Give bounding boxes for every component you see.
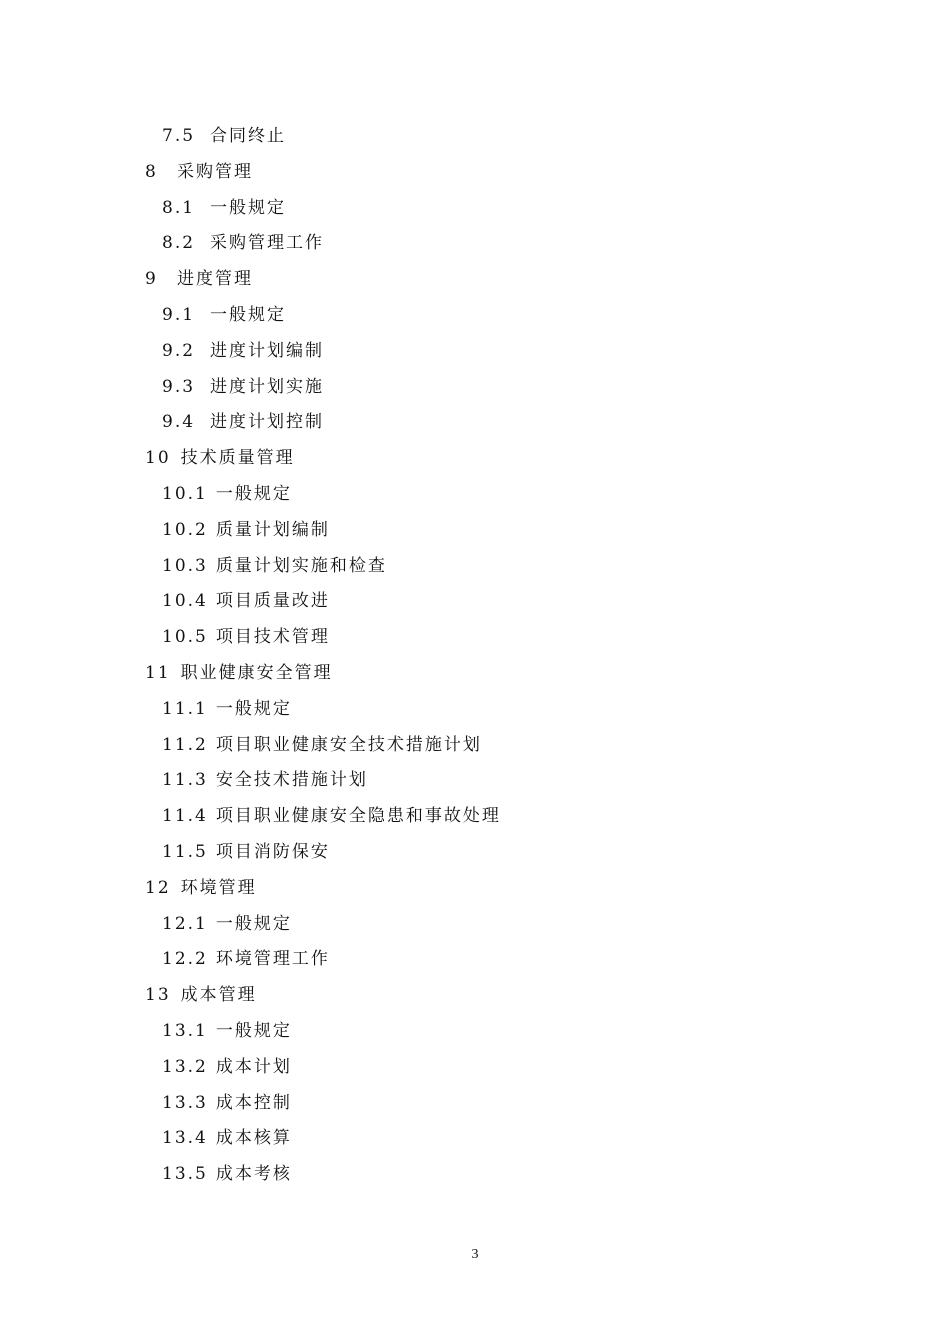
toc-number: 11.2 xyxy=(162,734,208,755)
toc-number: 8 xyxy=(145,161,158,182)
toc-title: 进度计划实施 xyxy=(210,376,324,397)
toc-section xyxy=(0,1050,950,1086)
toc-title: 合同终止 xyxy=(210,126,286,146)
toc-section xyxy=(0,942,950,978)
toc-title: 项目技术管理 xyxy=(215,627,330,648)
toc-section xyxy=(0,835,950,871)
toc-title: 成本管理 xyxy=(180,985,257,1006)
toc-section xyxy=(0,191,950,227)
toc-section xyxy=(0,584,950,620)
toc-chapter xyxy=(0,262,950,298)
toc-number: 10.1 xyxy=(162,483,208,504)
toc-number: 10.5 xyxy=(162,627,208,648)
toc-title: 项目职业健康安全隐患和事故处理 xyxy=(215,806,501,827)
toc-number: 8.1 xyxy=(162,197,196,218)
toc-title: 项目职业健康安全技术措施计划 xyxy=(215,734,482,755)
toc-title: 环境管理 xyxy=(180,877,257,898)
toc-number: 9.4 xyxy=(162,412,196,433)
toc-number: 13.2 xyxy=(162,1056,208,1077)
toc-section xyxy=(0,477,950,513)
toc-section xyxy=(0,226,950,262)
toc-title: 一般规定 xyxy=(210,304,286,325)
toc-title: 技术质量管理 xyxy=(180,448,295,469)
toc-title: 成本核算 xyxy=(215,1128,292,1149)
toc-section xyxy=(0,620,950,656)
toc-number: 13.1 xyxy=(162,1020,208,1041)
toc-number: 7.5 xyxy=(162,126,196,146)
toc-number: 10.4 xyxy=(162,591,208,612)
toc-title: 成本计划 xyxy=(215,1056,292,1077)
toc-number: 9 xyxy=(145,269,158,290)
toc-section xyxy=(0,763,950,799)
toc-section xyxy=(0,1086,950,1122)
toc-chapter xyxy=(0,978,950,1014)
toc-section xyxy=(0,1121,950,1157)
toc-section xyxy=(0,405,950,441)
toc-section xyxy=(0,513,950,549)
toc-title: 采购管理工作 xyxy=(210,233,324,254)
toc-title: 成本控制 xyxy=(215,1092,292,1113)
toc-chapter xyxy=(0,155,950,191)
toc-title: 成本考核 xyxy=(215,1164,292,1185)
toc-number: 13.3 xyxy=(162,1092,208,1113)
toc-section xyxy=(0,692,950,728)
toc-title: 环境管理工作 xyxy=(215,949,330,970)
toc-number: 10 xyxy=(145,448,171,469)
toc-title: 项目质量改进 xyxy=(215,591,330,612)
toc-section xyxy=(0,799,950,835)
toc-section xyxy=(0,119,950,155)
toc-number: 13 xyxy=(145,985,171,1006)
toc-section xyxy=(0,1014,950,1050)
toc-section xyxy=(0,1157,950,1193)
toc-number: 10.2 xyxy=(162,519,208,540)
toc-title: 进度管理 xyxy=(177,269,253,290)
toc-title: 质量计划实施和检查 xyxy=(215,555,387,576)
toc-number: 12.2 xyxy=(162,949,208,970)
page-number: 3 xyxy=(471,1247,479,1262)
toc-section xyxy=(0,549,950,585)
toc-number: 11.3 xyxy=(162,770,208,791)
toc-chapter xyxy=(0,656,950,692)
toc-number: 10.3 xyxy=(162,555,208,576)
toc-number: 8.2 xyxy=(162,233,196,254)
toc-title: 项目消防保安 xyxy=(215,841,330,862)
toc-title: 进度计划编制 xyxy=(210,340,324,361)
toc-number: 11.1 xyxy=(162,698,208,719)
toc-title: 采购管理 xyxy=(177,161,253,182)
toc-number: 9.2 xyxy=(162,340,196,361)
toc-section xyxy=(0,728,950,764)
toc-section xyxy=(0,370,950,406)
toc-title: 一般规定 xyxy=(215,698,292,719)
toc-title: 安全技术措施计划 xyxy=(215,770,368,791)
toc-section xyxy=(0,907,950,943)
toc-number: 11.4 xyxy=(162,806,208,827)
toc-section xyxy=(0,298,950,334)
toc-chapter xyxy=(0,871,950,907)
toc-chapter xyxy=(0,441,950,477)
toc-title: 进度计划控制 xyxy=(210,412,324,433)
toc-number: 9.1 xyxy=(162,304,196,325)
table-of-contents xyxy=(0,119,950,1193)
toc-title: 一般规定 xyxy=(215,913,292,934)
toc-number: 11.5 xyxy=(162,841,208,862)
toc-number: 13.4 xyxy=(162,1128,208,1149)
toc-number: 12.1 xyxy=(162,913,208,934)
toc-title: 职业健康安全管理 xyxy=(180,662,333,683)
toc-number: 11 xyxy=(145,662,171,683)
toc-title: 一般规定 xyxy=(210,197,286,218)
toc-title: 一般规定 xyxy=(215,483,292,504)
toc-title: 质量计划编制 xyxy=(215,519,330,540)
toc-number: 9.3 xyxy=(162,376,196,397)
toc-title: 一般规定 xyxy=(215,1020,292,1041)
toc-number: 13.5 xyxy=(162,1164,208,1185)
toc-number: 12 xyxy=(145,877,171,898)
toc-section xyxy=(0,334,950,370)
